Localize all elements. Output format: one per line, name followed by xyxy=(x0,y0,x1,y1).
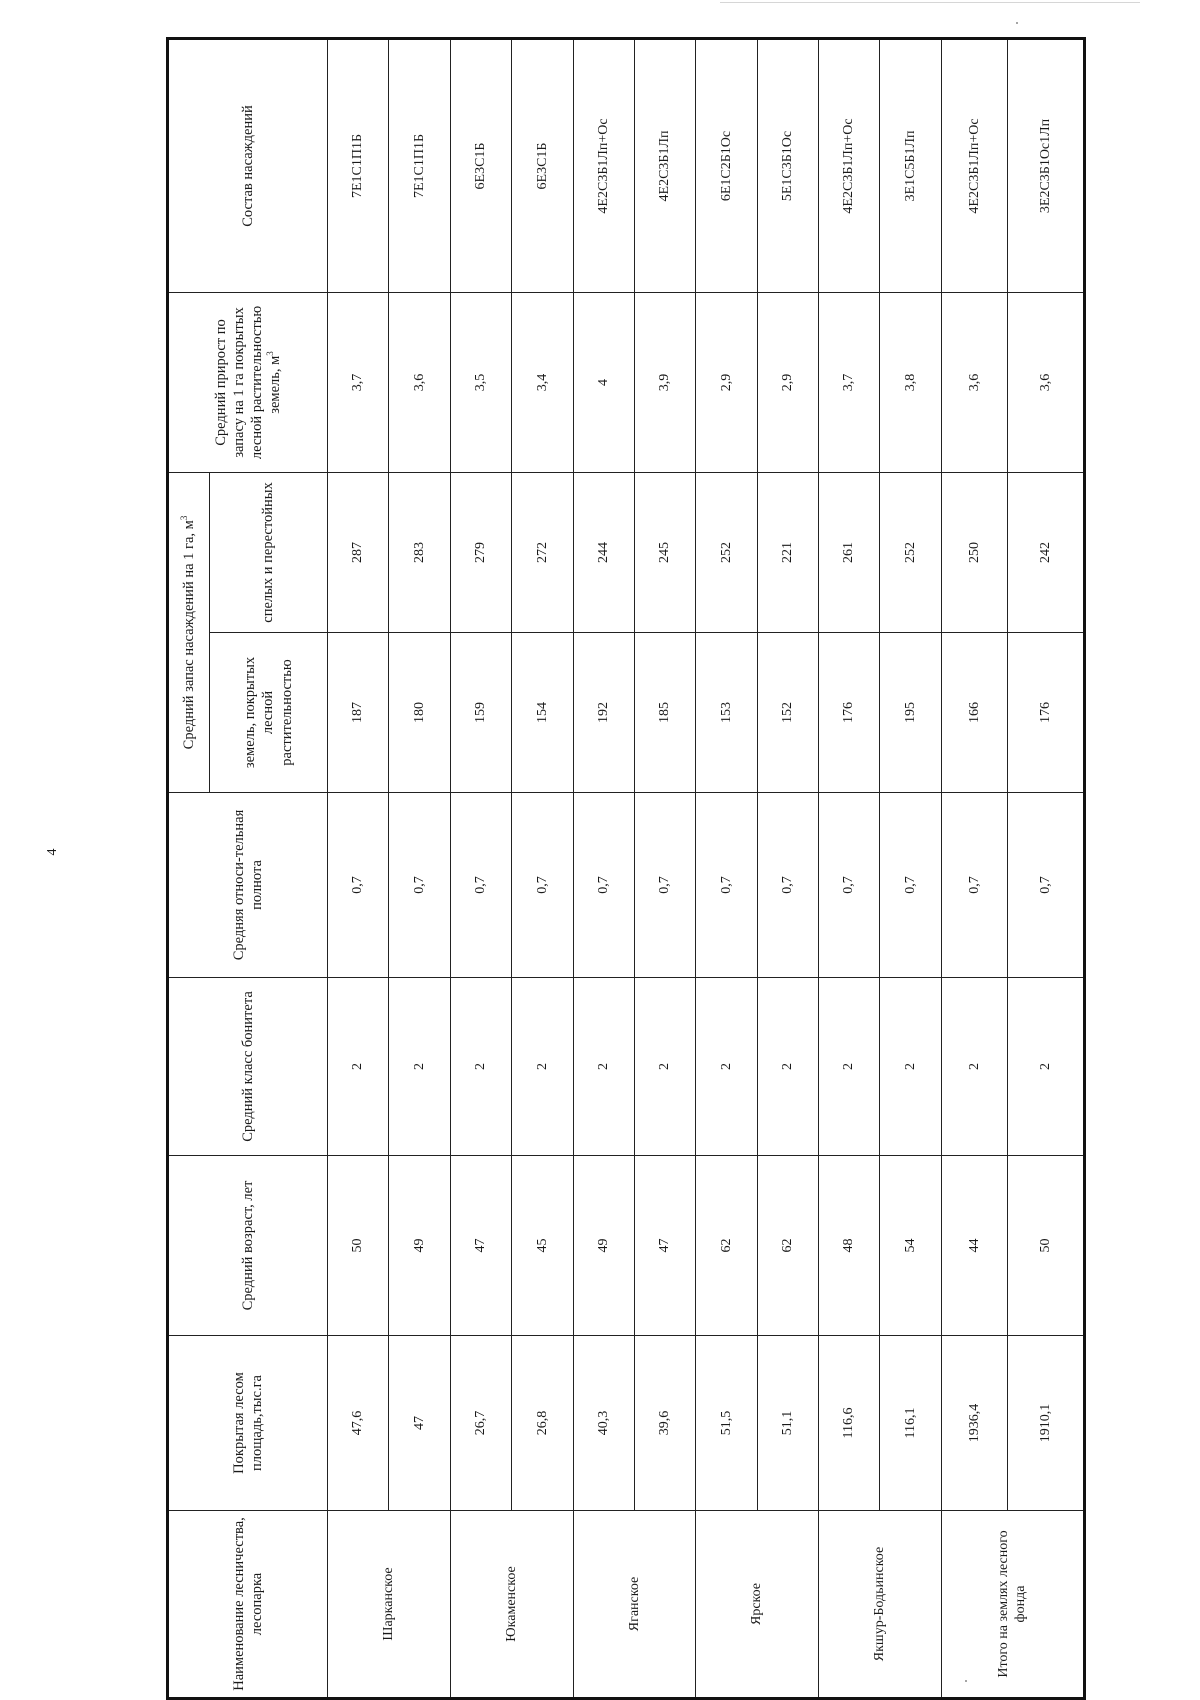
cell-stock-mature: 261 xyxy=(819,472,880,632)
cell-stock-covered: 153 xyxy=(696,633,757,793)
cell-bonitet: 2 xyxy=(880,978,941,1156)
forestry-name: Юкаменское xyxy=(450,1511,573,1699)
cell-density: 0,7 xyxy=(880,793,941,978)
cell-age: 47 xyxy=(634,1156,695,1336)
cell-stock-mature: 244 xyxy=(573,472,634,632)
cell-composition: 7Е1С1П1Б xyxy=(328,38,389,292)
cell-composition: 7Е1С1П1Б xyxy=(389,38,450,292)
cell-growth: 3,5 xyxy=(450,292,511,472)
cell-bonitet: 2 xyxy=(696,978,757,1156)
cell-stock-covered: 187 xyxy=(328,633,389,793)
cell-age: 62 xyxy=(696,1156,757,1336)
cell-bonitet: 2 xyxy=(941,978,1007,1156)
header-stock-group xyxy=(168,472,210,792)
cell-density: 0,7 xyxy=(450,793,511,978)
cell-stock-covered: 195 xyxy=(880,633,941,793)
cell-stock-mature: 283 xyxy=(389,472,450,632)
cell-growth: 3,9 xyxy=(634,292,695,472)
cell-composition: 4Е2С3Б1Лп xyxy=(634,38,695,292)
cell-age: 49 xyxy=(389,1156,450,1336)
cell-growth: 3,6 xyxy=(389,292,450,472)
cell-area: 47 xyxy=(389,1336,450,1511)
cell-bonitet: 2 xyxy=(1008,978,1085,1156)
header-density: Средняя относи-тельная полнота xyxy=(168,793,328,978)
header-age: Средний возраст, лет xyxy=(168,1156,328,1336)
cell-growth: 2,9 xyxy=(696,292,757,472)
header-stock-group-sup: 3 xyxy=(179,515,190,521)
cell-stock-mature: 252 xyxy=(880,472,941,632)
table-row xyxy=(819,38,880,1698)
cell-age: 47 xyxy=(450,1156,511,1336)
cell-stock-mature: 242 xyxy=(1008,472,1085,632)
cell-stock-mature: 221 xyxy=(757,472,818,632)
scan-edge-line xyxy=(720,2,1140,3)
table-row xyxy=(941,38,1007,1698)
cell-composition: 5Е1С3Б1Ос xyxy=(757,38,818,292)
header-growth xyxy=(168,292,328,472)
cell-stock-covered: 176 xyxy=(1008,633,1085,793)
cell-bonitet: 2 xyxy=(389,978,450,1156)
cell-density: 0,7 xyxy=(757,793,818,978)
cell-density: 0,7 xyxy=(819,793,880,978)
cell-composition: 3Е2С3Б1Ос1Лп xyxy=(1008,38,1085,292)
table-row xyxy=(634,38,695,1698)
cell-density: 0,7 xyxy=(696,793,757,978)
table-row xyxy=(1008,38,1085,1698)
cell-stock-covered: 176 xyxy=(819,633,880,793)
cell-growth: 3,7 xyxy=(819,292,880,472)
cell-area: 47,6 xyxy=(328,1336,389,1511)
cell-stock-mature: 245 xyxy=(634,472,695,632)
cell-age: 50 xyxy=(1008,1156,1085,1336)
table-row xyxy=(450,38,511,1698)
cell-area: 116,6 xyxy=(819,1336,880,1511)
cell-growth: 3,8 xyxy=(880,292,941,472)
cell-density: 0,7 xyxy=(634,793,695,978)
header-stock-group-text: Средний запас насаждений на 1 га, м xyxy=(180,520,197,750)
cell-area: 51,5 xyxy=(696,1336,757,1511)
cell-stock-mature: 252 xyxy=(696,472,757,632)
cell-bonitet: 2 xyxy=(573,978,634,1156)
forest-stats-table xyxy=(166,37,1086,1700)
cell-growth: 4 xyxy=(573,292,634,472)
table-row xyxy=(328,38,389,1698)
cell-stock-mature: 279 xyxy=(450,472,511,632)
cell-bonitet: 2 xyxy=(450,978,511,1156)
cell-bonitet: 2 xyxy=(757,978,818,1156)
cell-bonitet: 2 xyxy=(512,978,573,1156)
forestry-name-total: Итого на землях лесного фонда xyxy=(941,1511,1084,1699)
forestry-name: Яганское xyxy=(573,1511,696,1699)
cell-stock-covered: 192 xyxy=(573,633,634,793)
header-area: Покрытая лесом площадь,тыс.га xyxy=(168,1336,328,1511)
header-name: Наименование лесничества, лесопарка xyxy=(168,1511,328,1699)
cell-area: 40,3 xyxy=(573,1336,634,1511)
cell-age: 54 xyxy=(880,1156,941,1336)
cell-bonitet: 2 xyxy=(819,978,880,1156)
cell-composition: 4Е2С3Б1Лп+Ос xyxy=(573,38,634,292)
cell-area: 26,8 xyxy=(512,1336,573,1511)
cell-area: 1936,4 xyxy=(941,1336,1007,1511)
cell-stock-covered: 152 xyxy=(757,633,818,793)
header-growth-text: Средний прирост по запасу на 1 га покрытых лесной растительностью земель, м xyxy=(212,305,284,460)
cell-stock-covered: 159 xyxy=(450,633,511,793)
forestry-name: Ярское xyxy=(696,1511,819,1699)
cell-growth: 3,6 xyxy=(941,292,1007,472)
cell-density: 0,7 xyxy=(573,793,634,978)
cell-composition: 6Е3С1Б xyxy=(450,38,511,292)
cell-density: 0,7 xyxy=(1008,793,1085,978)
table-row xyxy=(757,38,818,1698)
cell-age: 48 xyxy=(819,1156,880,1336)
cell-area: 1910,1 xyxy=(1008,1336,1085,1511)
forestry-name: Якшур-Бодьинское xyxy=(819,1511,942,1699)
cell-area: 39,6 xyxy=(634,1336,695,1511)
header-bonitet: Средний класс бонитета xyxy=(168,978,328,1156)
forestry-name: Шарканское xyxy=(328,1511,451,1699)
cell-stock-mature: 287 xyxy=(328,472,389,632)
cell-area: 26,7 xyxy=(450,1336,511,1511)
table-row xyxy=(880,38,941,1698)
cell-age: 49 xyxy=(573,1156,634,1336)
cell-composition: 4Е2С3Б1Лп+Ос xyxy=(941,38,1007,292)
cell-growth: 3,6 xyxy=(1008,292,1085,472)
cell-composition: 4Е2С3Б1Лп+Ос xyxy=(819,38,880,292)
table-row xyxy=(389,38,450,1698)
cell-bonitet: 2 xyxy=(328,978,389,1156)
cell-area: 116,1 xyxy=(880,1336,941,1511)
cell-growth: 3,4 xyxy=(512,292,573,472)
cell-stock-covered: 154 xyxy=(512,633,573,793)
table-row xyxy=(696,38,757,1698)
table-row xyxy=(512,38,573,1698)
cell-stock-mature: 272 xyxy=(512,472,573,632)
cell-growth: 2,9 xyxy=(757,292,818,472)
cell-composition: 6Е1С2Б1Ос xyxy=(696,38,757,292)
header-stock-covered: земель, покрытых лесной растительностью xyxy=(210,633,328,793)
cell-stock-mature: 250 xyxy=(941,472,1007,632)
cell-stock-covered: 180 xyxy=(389,633,450,793)
header-composition: Состав насаждений xyxy=(168,38,328,292)
cell-density: 0,7 xyxy=(389,793,450,978)
cell-density: 0,7 xyxy=(328,793,389,978)
page-number: 4 xyxy=(45,848,60,856)
cell-area: 51,1 xyxy=(757,1336,818,1511)
header-growth-sup: 3 xyxy=(265,351,276,356)
cell-composition: 3Е1С5Б1Лп xyxy=(880,38,941,292)
cell-age: 62 xyxy=(757,1156,818,1336)
scan-speck xyxy=(1016,22,1018,24)
cell-growth: 3,7 xyxy=(328,292,389,472)
cell-composition: 6Е3С1Б xyxy=(512,38,573,292)
rotated-table-container xyxy=(166,40,1086,1700)
cell-age: 44 xyxy=(941,1156,1007,1336)
cell-stock-covered: 185 xyxy=(634,633,695,793)
cell-bonitet: 2 xyxy=(634,978,695,1156)
cell-density: 0,7 xyxy=(941,793,1007,978)
table-row xyxy=(573,38,634,1698)
cell-age: 45 xyxy=(512,1156,573,1336)
cell-stock-covered: 166 xyxy=(941,633,1007,793)
cell-density: 0,7 xyxy=(512,793,573,978)
cell-age: 50 xyxy=(328,1156,389,1336)
header-stock-mature: спелых и перестойных xyxy=(210,472,328,632)
